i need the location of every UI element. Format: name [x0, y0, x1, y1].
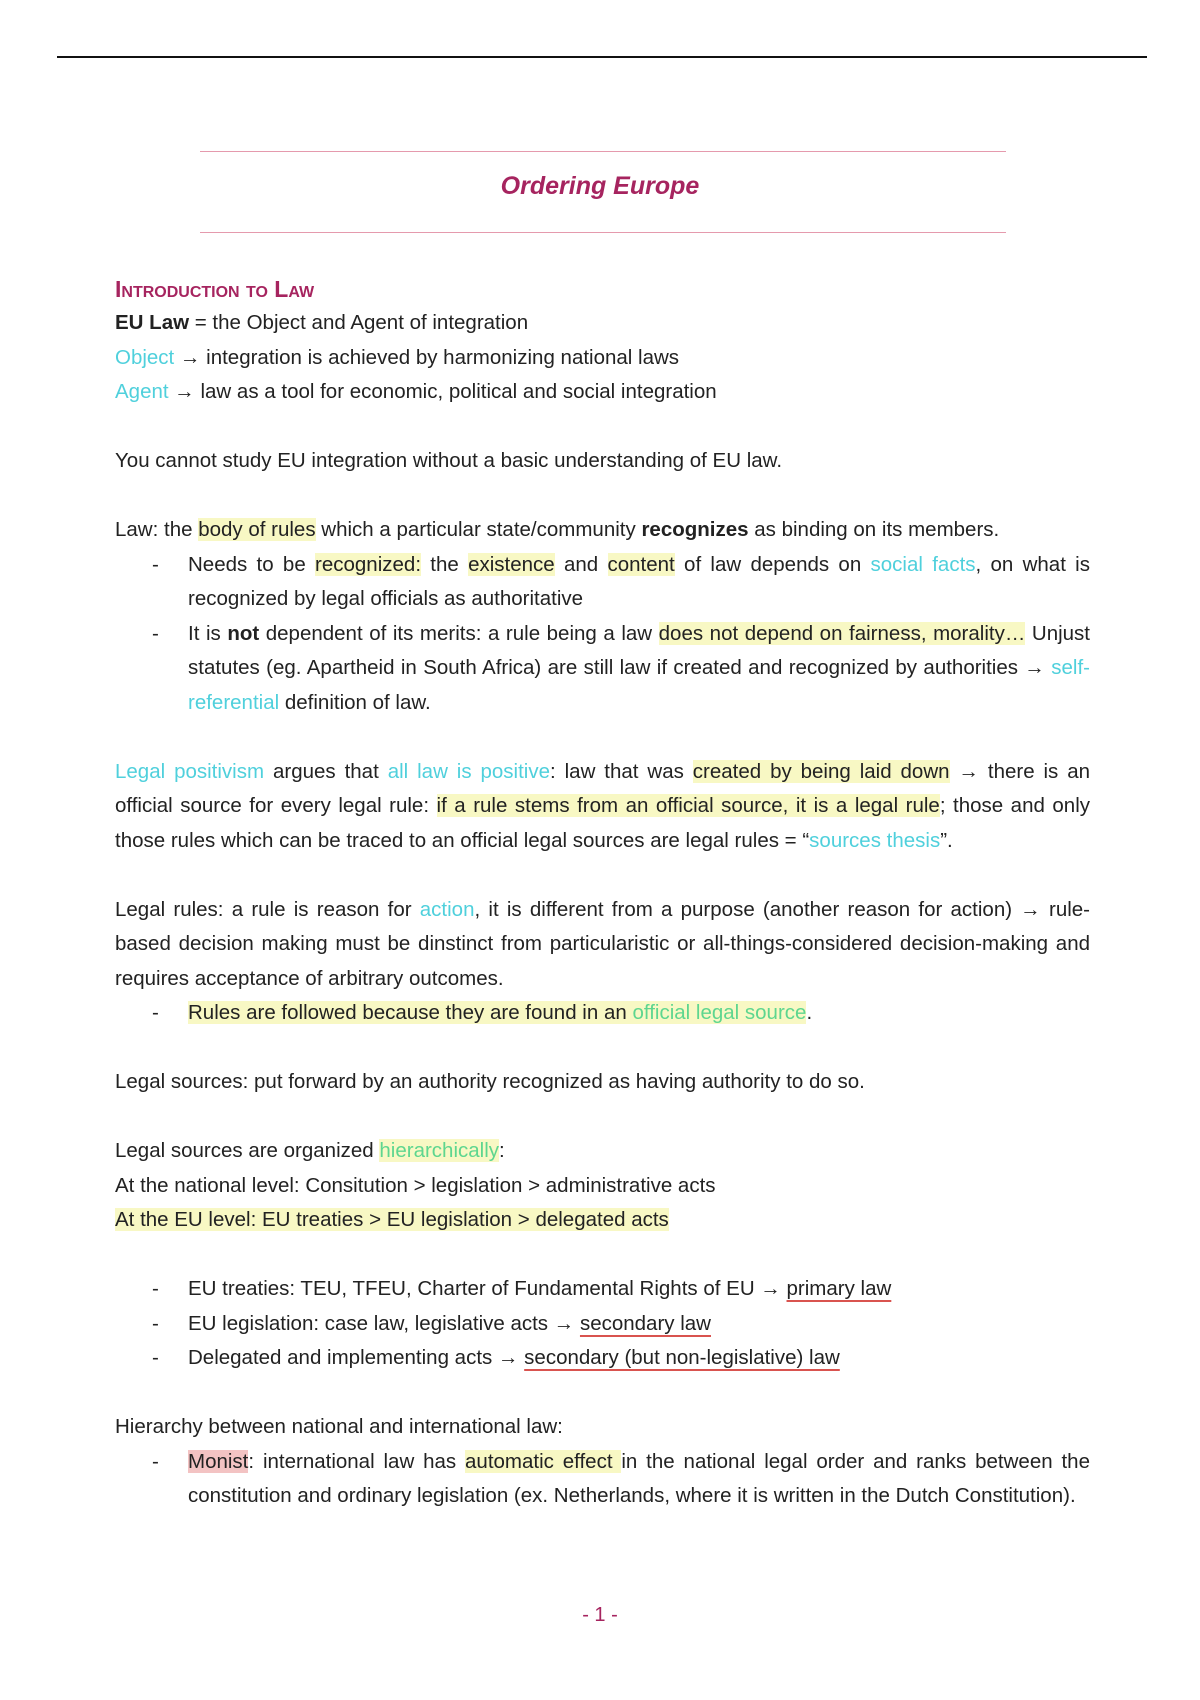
page-number: - 1 -	[582, 1604, 618, 1626]
document-body	[115, 272, 1090, 1514]
hierarchy-intro-line: Legal sources are organized hierarchically:	[115, 1139, 505, 1162]
list-item: - Needs to be recognized: the existence and content of law depends on social facts, on what is recognized by legal officials as authoritative	[115, 548, 1090, 617]
agent-term: Agent	[115, 380, 169, 403]
eu-level-line: At the EU level: EU treaties > EU legislation > delegated acts	[115, 1208, 669, 1231]
object-term: Object	[115, 345, 175, 369]
title-top-rule	[200, 151, 1006, 152]
list-item: - EU legislation: case law, legislative acts → secondary law	[115, 1307, 1090, 1342]
object-line: Object → integration is achieved by harmonizing national laws	[115, 345, 680, 369]
page-top-rule	[57, 56, 1147, 58]
law-definition: Law: the body of rules which a particular state/community recognizes as binding on its members.	[115, 518, 1000, 541]
legal-rules-list	[115, 996, 1090, 1031]
title-bottom-rule	[200, 232, 1006, 233]
section-heading: Introduction to Law	[115, 276, 315, 302]
hierarchy-list	[115, 1445, 1090, 1514]
study-line: You cannot study EU integration without a basic understanding of EU law.	[115, 449, 783, 472]
legal-rules-paragraph: Legal rules: a rule is reason for action, it is different from a purpose (another reason for action) → rule-based decision making must be dinstinct from particularistic or all-things-considered decision-making and requires acceptance of arbitrary outcomes.	[115, 897, 1090, 990]
legal-positivism-paragraph: Legal positivism argues that all law is positive: law that was created by being laid down → there is an official source for every legal rule: if a rule stems from an official source, it is a legal rule; those and only those rules which can be traced to an official legal sources are legal rules = “sources thesis”.	[115, 759, 1091, 852]
list-item: - EU treaties: TEU, TFEU, Charter of Fundamental Rights of EU → primary law	[115, 1272, 1090, 1307]
law-definition-list	[115, 548, 1090, 721]
list-item: - It is not dependent of its merits: a rule being a law does not depend on fairness, morality… Unjust statutes (eg. Apartheid in South Africa) are still law if created and recognized by authorities → self-referential definition of law.	[115, 617, 1090, 721]
legal-sources-line: Legal sources: put forward by an authority recognized as having authority to do so.	[115, 1070, 865, 1093]
agent-line: Agent → law as a tool for economic, political and social integration	[115, 380, 717, 403]
hierarchy-national-international-line: Hierarchy between national and international law:	[115, 1415, 563, 1438]
eu-law-term: EU Law	[115, 311, 190, 334]
national-level-line: At the national level: Consitution > legislation > administrative acts	[115, 1173, 716, 1197]
list-item: - Rules are followed because they are found in an official legal source.	[115, 996, 1090, 1031]
eu-sources-list	[115, 1272, 1090, 1376]
document-title: Ordering Europe	[500, 172, 700, 200]
list-item: - Delegated and implementing acts → secondary (but non-legislative) law	[115, 1341, 1090, 1376]
eu-law-line: EU Law = the Object and Agent of integration	[115, 311, 529, 334]
list-item: - Monist: international law has automatic effect in the national legal order and ranks between the constitution and ordinary legislation (ex. Netherlands, where it is written in the Dutch Constitution).	[115, 1445, 1090, 1514]
